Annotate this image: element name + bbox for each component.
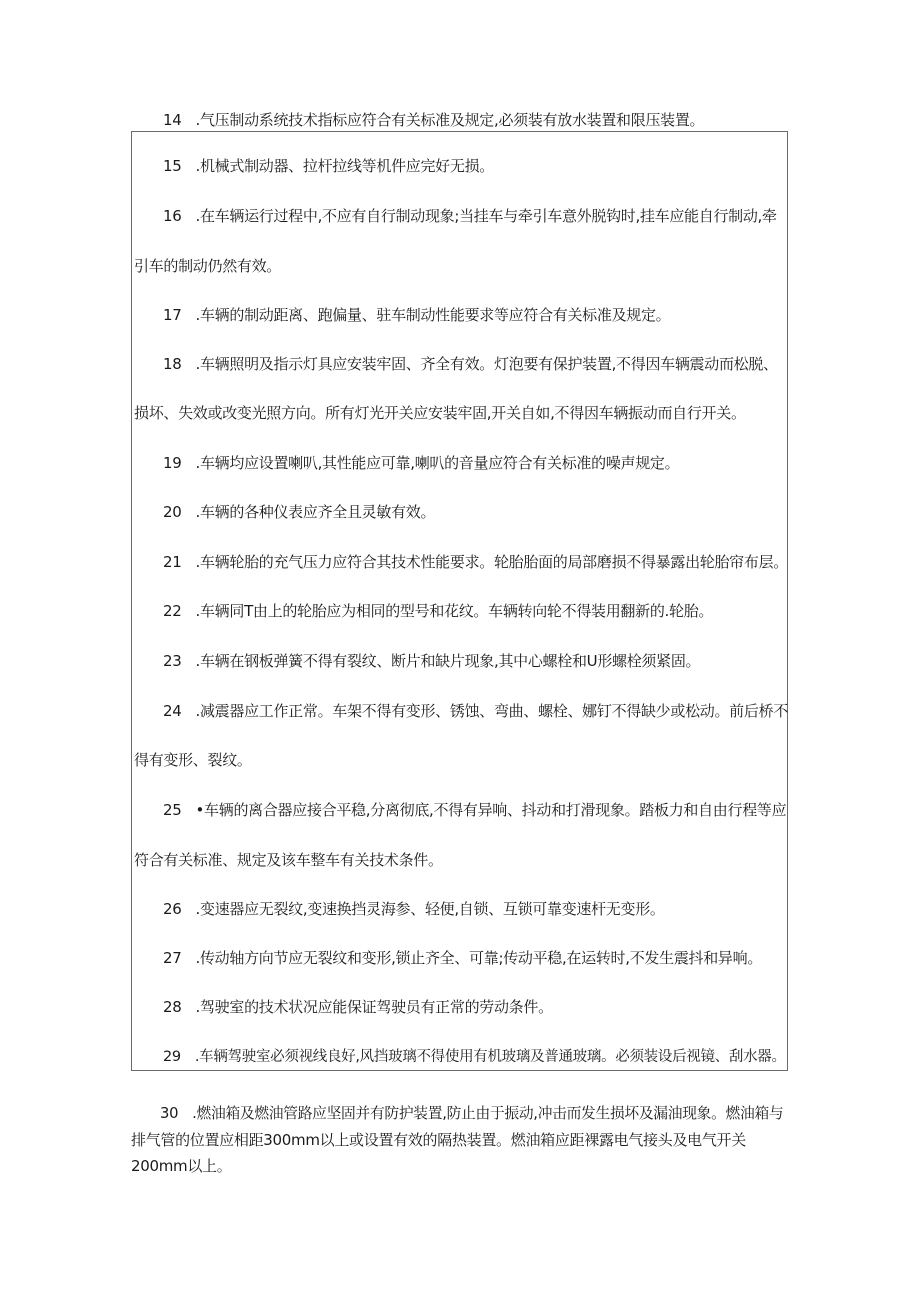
list-item-21 [163, 552, 788, 572]
list-item-18 [163, 354, 778, 374]
item-text: 排气管的位置应相距300mm以上或设置有效的隔热装置。燃油箱应距裸露电气接头及电气开关 [131, 1131, 746, 1149]
item-number: 27 [163, 949, 182, 967]
list-item-18-cont [134, 403, 746, 423]
item-text: .车辆同T由上的轮胎应为相同的型号和花纹。车辆转向轮不得装用翻新的.轮胎。 [195, 602, 714, 620]
item-text: 符合有关标准、规定及该车整车有关技术条件。 [134, 851, 443, 869]
list-item-27 [163, 948, 762, 968]
item-text: .驾驶室的技术状况应能保证驾驶员有正常的劳动条件。 [195, 998, 553, 1016]
item-text: .在车辆运行过程中,不应有自行制动现象;当挂车与牵引车意外脱钩时,挂车应能自行制动,牵 [195, 207, 777, 225]
item-number: 14 [163, 111, 182, 129]
item-number: 17 [163, 306, 182, 324]
list-item-16-cont [134, 256, 281, 276]
item-text: .车辆的制动距离、跑偏量、驻车制动性能要求等应符合有关标准及规定。 [195, 306, 671, 324]
item-number: 20 [163, 503, 182, 521]
item-text: .车辆的各种仪表应齐全且灵敏有效。 [195, 503, 436, 521]
item-number: 21 [163, 553, 182, 571]
list-item-22 [163, 601, 713, 621]
paragraph-30-cont-1 [131, 1130, 746, 1150]
list-item-15 [163, 156, 494, 176]
item-text: .传动轴方向节应无裂纹和变形,锁止齐全、可靠;传动平稳,在运转时,不发生震抖和异响。 [195, 949, 763, 967]
item-number: 15 [163, 157, 182, 175]
item-text: 引车的制动仍然有效。 [134, 257, 282, 275]
item-text: •车辆的离合器应接合平稳,分离彻底,不得有异响、抖动和打滑现象。踏板力和自由行程等应 [195, 801, 787, 819]
item-text: 200mm以上。 [131, 1157, 232, 1175]
item-number: 25 [163, 801, 182, 819]
list-item-25 [163, 800, 786, 820]
list-item-24 [163, 701, 788, 721]
item-text: .车辆驾驶室必须视线良好,风挡玻璃不得使用有机玻璃及普通玻璃。必须装设后视镜、刮水器。 [194, 1049, 786, 1065]
list-item-20 [163, 502, 435, 522]
item-text: .车辆在钢板弹簧不得有裂纹、断片和缺片现象,其中心螺栓和U形螺栓须紧固。 [195, 652, 701, 670]
item-number: 19 [163, 454, 182, 472]
item-number: 22 [163, 602, 182, 620]
item-text: .减震器应工作正常。车架不得有变形、锈蚀、弯曲、螺栓、娜钉不得缺少或松动。前后桥不 [195, 702, 788, 720]
item-text: .燃油箱及燃油管路应坚固并有防护装置,防止由于振动,冲击而发生损坏及漏油现象。燃油箱与 [192, 1105, 784, 1122]
item-number: 29 [163, 1049, 181, 1065]
list-item-29 [163, 1047, 786, 1067]
item-text: .车辆照明及指示灯具应安装牢固、齐全有效。灯泡要有保护装置,不得因车辆震动而松脱、 [195, 355, 778, 373]
item-text: .车辆轮胎的充气压力应符合其技术性能要求。轮胎胎面的局部磨损不得暴露出轮胎帘布层。 [195, 553, 788, 571]
item-number: 16 [163, 207, 182, 225]
item-text: .变速器应无裂纹,变速换挡灵海参、轻便,自锁、互锁可靠变速杆无变形。 [195, 900, 665, 918]
list-item-24-cont [134, 750, 252, 770]
item-text: 得有变形、裂纹。 [134, 751, 252, 769]
item-number: 26 [163, 900, 182, 918]
item-text: .气压制动系统技术指标应符合有关标准及规定,必须装有放水装置和限压装置。 [195, 111, 705, 129]
item-number: 28 [163, 998, 182, 1016]
list-item-26 [163, 899, 665, 919]
item-number: 30 [160, 1105, 179, 1122]
list-item-19 [163, 453, 679, 473]
list-item-25-cont [134, 850, 443, 870]
item-text: .机械式制动器、拉杆拉线等机件应完好无损。 [195, 157, 494, 175]
list-item-28 [163, 997, 553, 1017]
paragraph-30 [160, 1104, 783, 1124]
item-text: 损坏、失效或改变光照方向。所有灯光开关应安装牢固,开关自如,不得因车辆振动而自行开关。 [134, 404, 746, 422]
item-number: 23 [163, 652, 182, 670]
list-item-14 [163, 110, 704, 130]
list-item-16 [163, 206, 777, 226]
list-item-17 [163, 305, 670, 325]
list-item-23 [163, 651, 700, 671]
item-text: .车辆均应设置喇叭,其性能应可靠,喇叭的音量应符合有关标准的噪声规定。 [195, 454, 680, 472]
item-number: 18 [163, 355, 182, 373]
item-number: 24 [163, 702, 182, 720]
paragraph-30-cont-2 [131, 1156, 231, 1176]
